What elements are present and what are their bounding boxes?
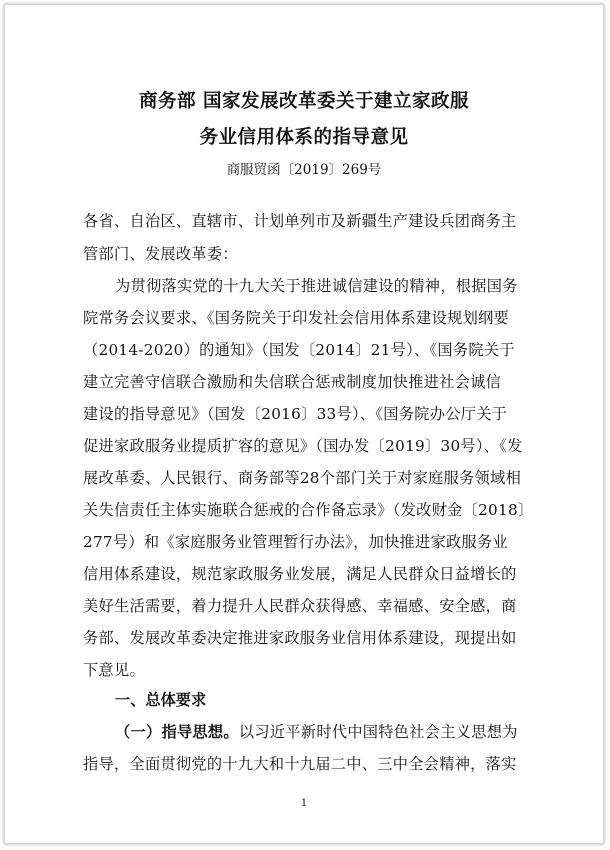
body-line: 展改革委、人民银行、商务部等28个部门关于对家庭服务领域相 (83, 469, 522, 487)
body-line: 为贯彻落实党的十九大关于推进诚信建设的精神，根据国务 (115, 277, 518, 295)
addressee-line: 管部门、发展改革委： (83, 245, 238, 263)
body-line: 指导，全面贯彻党的十九大和十九届二中、三中全会精神，落实 (83, 755, 517, 773)
subsection-text: 以习近平新时代中国特色社会主义思想为 (238, 723, 518, 741)
page-number: 1 (300, 798, 308, 809)
body-line: 建立完善守信联合激励和失信联合惩戒制度加快推进社会诚信 (83, 373, 502, 391)
subsection-heading: （一）指导思想。 (115, 723, 239, 741)
subsection-paragraph (115, 721, 518, 742)
body-line: 美好生活需要，着力提升人民群众获得感、幸福感、安全感，商 (83, 597, 517, 615)
body-line: 院常务会议要求、《国务院关于印发社会信用体系建设规划纲要 (83, 309, 510, 327)
document-title-line2: 务业信用体系的指导意见 (199, 127, 409, 148)
body-line: 务部、发展改革委决定推进家政服务业信用体系建设，现提出如 (83, 629, 517, 647)
document-page (4, 4, 604, 844)
body-line: 促进家政服务业提质扩容的意见》（国办发〔2019〕30号）、《发 (83, 437, 523, 455)
addressee-line: 各省、自治区、直辖市、计划单列市及新疆生产建设兵团商务主 (83, 212, 517, 230)
body-line: 277号）和《家庭服务业管理暂行办法》，加快推进家政服务业 (83, 533, 508, 551)
document-number: 商服贸函〔2019〕269号 (226, 162, 382, 178)
body-line: （2014-2020）的通知》（国发〔2014〕21号）、《国务院关于 (83, 341, 515, 359)
body-line: 下意见。 (83, 661, 145, 679)
body-line: 关失信责任主体实施联合惩戒的合作备忘录》（发改财金〔2018〕 (83, 501, 534, 519)
body-line: 建设的指导意见》（国发〔2016〕33号）、《国务院办公厅关于 (83, 405, 508, 423)
section-heading: 一、总体要求 (115, 691, 207, 709)
body-line: 信用体系建设，规范家政服务业发展，满足人民群众日益增长的 (83, 565, 517, 583)
document-title-line1: 商务部 国家发展改革委关于建立家政服 (139, 91, 469, 112)
